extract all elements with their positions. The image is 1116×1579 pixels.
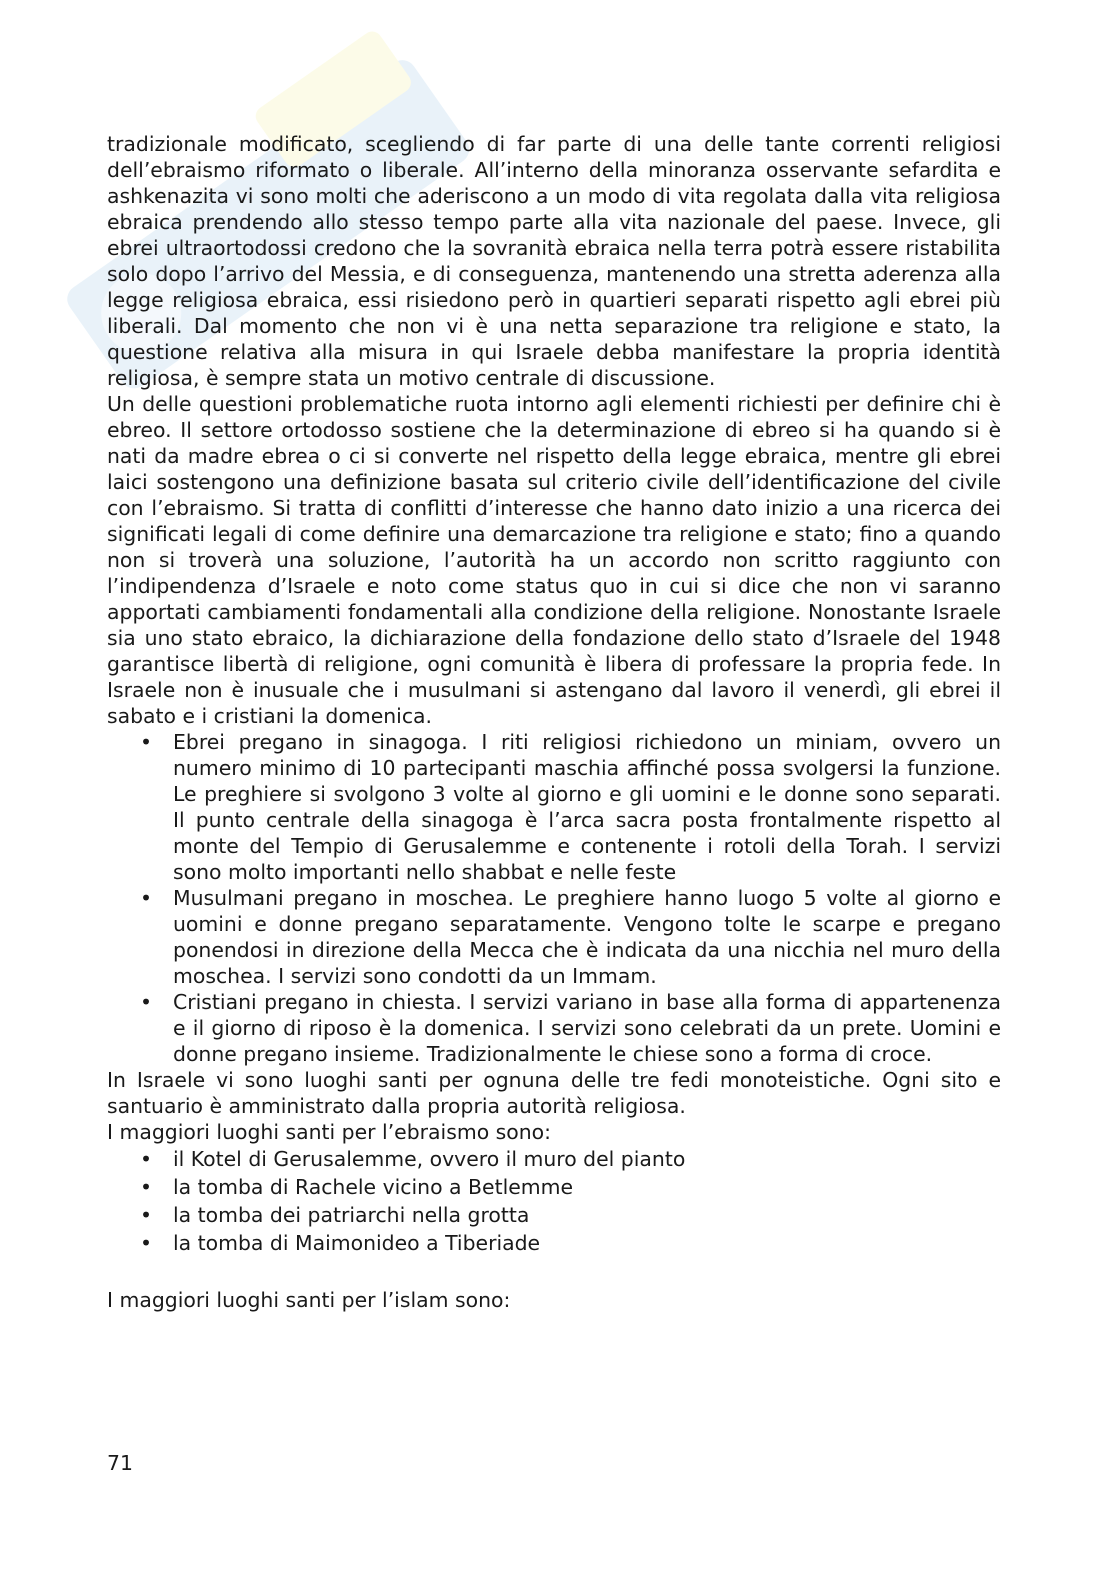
list-item-text: il Kotel di Gerusalemme, ovvero il muro del pianto: [173, 1147, 686, 1171]
bullet-icon: •: [140, 1175, 153, 1199]
list-item-text: la tomba di Maimonideo a Tiberiade: [173, 1231, 541, 1255]
page-number: 71: [107, 1451, 133, 1475]
jewish-sites-list: [107, 1145, 1001, 1257]
bullet-icon: •: [140, 990, 153, 1014]
bullet-icon: •: [140, 886, 153, 910]
list-item: [107, 729, 1001, 885]
bullet-icon: •: [140, 1231, 153, 1255]
paragraph-who-is-jew: Un delle questioni problematiche ruota intorno agli elementi richiesti per definire chi è ebreo. Il settore ortodosso sostiene che la determinazione di ebreo si ha quando si è nati da madre ebrea o ci si converte nel rispetto della legge ebraica, mentre gli ebrei laici sostengono una definizione basata sul criterio civile dell’identificazione del civile con l’ebraismo. Si tratta di conflitti d’interesse che hanno dato inizio a una ricerca dei significati legali di come definire una demarcazione tra religione e stato; fino a quando non si troverà una soluzione, l’autorità ha un accordo non scritto raggiunto con l’indipendenza d’Israele e noto come status quo in cui si dice che non vi saranno apportati cambiamenti fondamentali alla condizione della religione. Nonostante Israele sia uno stato ebraico, la dichiarazione della fondazione dello stato d’Israele del 1948 garantisce libertà di religione, ogni comunità è libera di professare la propria fede. In Israele non è inusuale che i musulmani si astengano dal lavoro il venerdì, gli ebrei il sabato e i cristiani la domenica.: [107, 392, 1001, 728]
page-body: [107, 131, 1001, 1313]
bullet-icon: •: [140, 730, 153, 754]
paragraph-holy-places: In Israele vi sono luoghi santi per ognuna delle tre fedi monoteistiche. Ogni sito e santuario è amministrato dalla propria autorità religiosa.: [107, 1068, 1001, 1118]
list-item: [107, 989, 1001, 1067]
list-item-text: Cristiani pregano in chiesta. I servizi variano in base alla forma di appartenenza e il giorno di riposo è la domenica. I servizi sono celebrati da un prete. Uomini e donne pregano insieme. Tradizionalmente le chiese sono a forma di croce.: [173, 990, 1001, 1066]
list-item-text: Ebrei pregano in sinagoga. I riti religiosi richiedono un miniam, ovvero un numero minimo di 10 partecipanti maschia affinché possa svolgersi la funzione. Le preghiere si svolgono 3 volte al giorno e gli uomini e le donne sono separati. Il punto centrale della sinagoga è l’arca sacra posta frontalmente rispetto al monte del Tempio di Gerusalemme e contenente i rotoli della Torah. I servizi sono molto importanti nello shabbat e nelle feste: [173, 730, 1001, 884]
list-item: [107, 885, 1001, 989]
faiths-list: [107, 729, 1001, 1067]
list-item: [107, 1145, 1001, 1173]
heading-jewish-sites: I maggiori luoghi santi per l’ebraismo sono:: [107, 1120, 552, 1144]
list-item: [107, 1173, 1001, 1201]
bullet-icon: •: [140, 1203, 153, 1227]
list-item-text: Musulmani pregano in moschea. Le preghiere hanno luogo 5 volte al giorno e uomini e donne pregano separatamente. Vengono tolte le scarpe e pregano ponendosi in direzione della Mecca che è indicata da una nicchia nel muro della moschea. I servizi sono condotti da un Immam.: [173, 886, 1001, 988]
list-item: [107, 1229, 1001, 1257]
bullet-icon: •: [140, 1147, 153, 1171]
list-item-text: la tomba dei patriarchi nella grotta: [173, 1203, 530, 1227]
list-item: [107, 1201, 1001, 1229]
heading-islam-sites: I maggiori luoghi santi per l’islam sono:: [107, 1288, 511, 1312]
spacer: [107, 1257, 1001, 1287]
paragraph-judaism-currents: tradizionale modificato, scegliendo di far parte di una delle tante correnti religiosi dell’ebraismo riformato o liberale. All’interno della minoranza osservante sefardita e ashkenazita vi sono molti che aderiscono a un modo di vita regolata dalla vita religiosa ebraica prendendo allo stesso tempo parte alla vita nazionale del paese. Invece, gli ebrei ultraortodossi credono che la sovranità ebraica nella terra potrà essere ristabilita solo dopo l’arrivo del Messia, e di conseguenza, mantenendo una stretta aderenza alla legge religiosa ebraica, essi risiedono però in quartieri separati rispetto agli ebrei più liberali. Dal momento che non vi è una netta separazione tra religione e stato, la questione relativa alla misura in qui Israele debba manifestare la propria identità religiosa, è sempre stata un motivo centrale di discussione.: [107, 132, 1001, 390]
list-item-text: la tomba di Rachele vicino a Betlemme: [173, 1175, 574, 1199]
